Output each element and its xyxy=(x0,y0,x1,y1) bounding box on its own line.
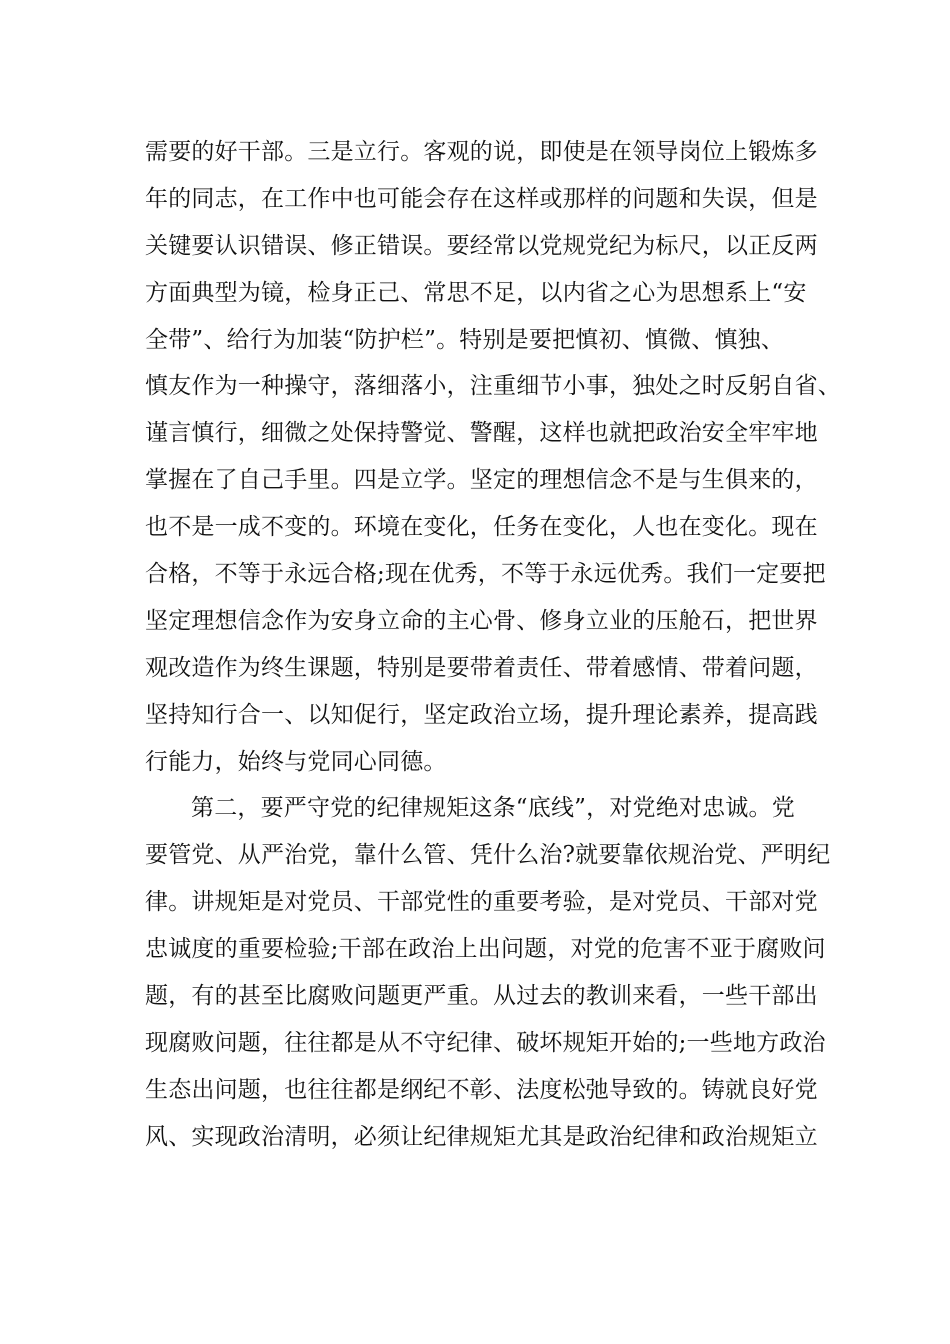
text-line: 也不是一成不变的。环境在变化，任务在变化，人也在变化。现在 xyxy=(145,514,818,541)
text-line: 全带”、给行为加装“防护栏”。特别是要把慎初、慎微、慎独、 xyxy=(145,326,785,353)
text-line: 要管党、从严治党，靠什么管、凭什么治?就要靠依规治党、严明纪 xyxy=(145,842,831,869)
text-line: 观改造作为终生课题，特别是要带着责任、带着感情、带着问题， xyxy=(145,654,818,681)
text-line: 合格，不等于永远合格;现在优秀，不等于永远优秀。我们一定要把 xyxy=(145,561,826,588)
paragraph-start-line: 第二，要严守党的纪律规矩这条“底线”，对党绝对忠诚。党 xyxy=(191,795,795,822)
text-line: 坚持知行合一、以知促行，坚定政治立场，提升理论素养，提高践 xyxy=(145,701,818,728)
text-line: 关键要认识错误、修正错误。要经常以党规党纪为标尺，以正反两 xyxy=(145,232,818,259)
text-line: 现腐败问题，往往都是从不守纪律、破坏规矩开始的;一些地方政治 xyxy=(145,1029,826,1056)
text-line: 掌握在了自己手里。四是立学。坚定的理想信念不是与生俱来的， xyxy=(145,467,818,494)
text-line: 忠诚度的重要检验;干部在政治上出问题，对党的危害不亚于腐败问 xyxy=(145,936,826,963)
text-line: 需要的好干部。三是立行。客观的说，即使是在领导岗位上锻炼多 xyxy=(145,139,818,165)
text-line: 方面典型为镜，检身正己、常思不足，以内省之心为思想系上“安 xyxy=(145,279,807,306)
body-text xyxy=(145,129,841,1161)
text-line: 生态出问题，也往往都是纲纪不彰、法度松弛导致的。铸就良好党 xyxy=(145,1076,818,1103)
text-line: 题，有的甚至比腐败问题更严重。从过去的教训来看，一些干部出 xyxy=(145,983,818,1010)
text-line: 行能力，始终与党同心同德。 xyxy=(145,748,447,775)
text-line: 谨言慎行，细微之处保持警觉、警醒，这样也就把政治安全牢牢地 xyxy=(145,420,818,447)
text-line: 慎友作为一种操守，落细落小，注重细节小事，独处之时反躬自省、 xyxy=(145,373,841,400)
text-line: 年的同志，在工作中也可能会存在这样或那样的问题和失误，但是 xyxy=(145,185,818,212)
text-line: 坚定理想信念作为安身立命的主心骨、修身立业的压舱石，把世界 xyxy=(145,607,818,634)
text-line: 风、实现政治清明，必须让纪律规矩尤其是政治纪律和政治规矩立 xyxy=(145,1123,818,1150)
text-line: 律。讲规矩是对党员、干部党性的重要考验，是对党员、干部对党 xyxy=(145,889,818,916)
